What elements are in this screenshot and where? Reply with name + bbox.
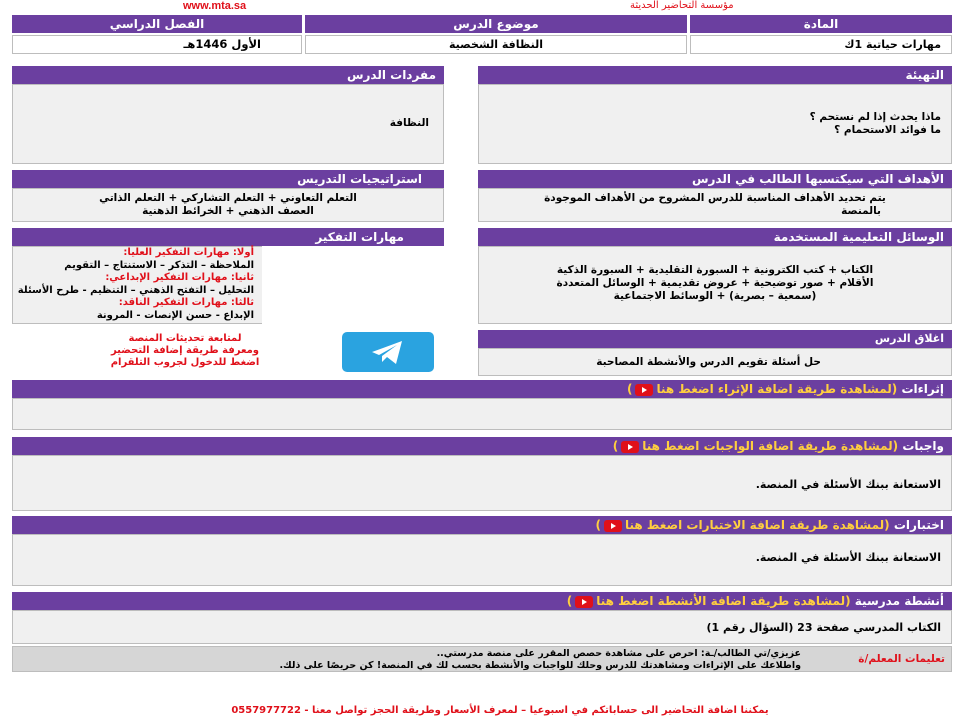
homework-section [12, 437, 952, 511]
closing-body [478, 348, 952, 376]
warmup-box [478, 66, 952, 164]
teacher-notes-line-2: واطلاعك على الإثراءات ومشاهدتك للدرس وحلك للواجبات والأنشطة بحسب لك في المنصة! كن حريصًا على ذلك. [279, 659, 801, 671]
tests-link[interactable]: (لمشاهدة طريقة اضافة الاختبارات اضغط هنا) [595, 518, 890, 532]
strategies-line-2: العصف الذهني + الخرائط الذهنية [142, 205, 314, 217]
footer-contact[interactable]: يمكننا اضافة التحاضير الى حساباتكم في اسبوعيا – لمعرف الأسعار وطريقة الحجز تواصل معنا - 0557977722 [231, 705, 769, 716]
vocab-body [12, 84, 444, 164]
youtube-icon[interactable] [604, 520, 622, 532]
vocab-title: مفردات الدرس [12, 66, 444, 84]
tests-title: اختبارات [893, 518, 944, 532]
homework-body [12, 455, 952, 511]
warmup-question-1: ماذا يحدث إذا لم نستحم ؟ [809, 111, 941, 123]
aids-box [478, 228, 952, 324]
teacher-notes-line-1: عزيزي/تي الطالب/ـة: احرص على مشاهدة حصص المقرر على منصة مدرستي.. [436, 648, 801, 659]
thinking-heading-1: أولا: مهارات التفكير العليا: [123, 247, 254, 258]
teacher-notes [12, 646, 952, 672]
objectives-line-1: يتم تحديد الأهداف المناسبة للدرس المشروح من الأهداف الموجودة [544, 192, 886, 204]
youtube-icon[interactable] [575, 596, 593, 608]
objectives-title: الأهداف التي سيكتسبها الطالب في الدرس [478, 170, 952, 188]
aids-line-2: الأقلام + صور توضيحية + عروض تقديمية + الوسائل المتعددة [556, 277, 874, 289]
strategies-line-1: التعلم التعاوني + التعلم التشاركي + التعلم الذاتي [99, 192, 357, 204]
closing-title: اغلاق الدرس [478, 330, 952, 348]
strategies-title: استراتيجيات التدريس [12, 170, 444, 188]
telegram-text[interactable] [60, 333, 310, 369]
thinking-text-1: الملاحظة – التذكر – الاستنتاج – التقويم [64, 259, 254, 271]
activities-body [12, 610, 952, 644]
closing-box [478, 330, 952, 376]
topic-value: النظافة الشخصية [305, 35, 687, 54]
telegram-line-1: لمتابعة تحديثات المنصة [128, 333, 242, 344]
activities-header [12, 592, 952, 610]
website-link[interactable]: www.mta.sa [183, 0, 247, 12]
thinking-heading-2: ثانيا: مهارات التفكير الإبداعي: [105, 272, 254, 283]
activities-title: أنشطة مدرسية [854, 594, 944, 608]
telegram-line-2: ومعرفة طريقة إضافة التحضير [110, 345, 260, 356]
activities-text: الكتاب المدرسي صفحة 23 (السؤال رقم 1) [706, 621, 941, 634]
aids-title: الوسائل التعليمية المستخدمة [478, 228, 952, 246]
telegram-line-3: اضغط للدخول لجروب التلقرام [110, 357, 260, 368]
homework-title: واجبات [902, 439, 944, 453]
term-label: الفصل الدراسي [12, 15, 302, 33]
vocab-item: النظافة [389, 117, 429, 129]
objectives-body [478, 188, 952, 222]
tests-text: الاستعانة ببنك الأسئلة في المنصة. [755, 551, 941, 564]
tests-body [12, 534, 952, 586]
teacher-notes-label: تعليمات المعلم/ة [858, 653, 945, 665]
thinking-text-2: التحليل – التفتح الذهني – التنظيم - طرح الأسئلة [17, 284, 254, 296]
tests-section [12, 516, 952, 586]
objectives-box [478, 170, 952, 222]
homework-header [12, 437, 952, 455]
enrichment-section [12, 380, 952, 432]
thinking-box [12, 228, 444, 324]
topic-label: موضوع الدرس [305, 15, 687, 33]
homework-link[interactable]: (لمشاهدة طريقة اضافة الواجبات اضغط هنا) [612, 439, 899, 453]
thinking-title: مهارات التفكير [12, 228, 444, 246]
warmup-question-2: ما فوائد الاستحمام ؟ [834, 124, 941, 136]
term-value: الأول 1446هـ [12, 35, 302, 54]
warmup-body [478, 84, 952, 164]
warmup-title: التهيئة [478, 66, 952, 84]
teacher-notes-text [21, 648, 801, 671]
homework-text: الاستعانة ببنك الأسئلة في المنصة. [755, 478, 941, 491]
telegram-icon[interactable] [342, 332, 434, 372]
telegram-promo[interactable] [60, 330, 440, 376]
info-table [12, 15, 952, 57]
youtube-icon[interactable] [621, 441, 639, 453]
activities-link[interactable]: (لمشاهدة طريقة اضافة الأنشطة اضغط هنا) [566, 594, 851, 608]
aids-line-3: (سمعية – بصرية) + الوسائط الاجتماعية [613, 290, 817, 302]
thinking-text-3: الإبداع - حسن الإنصات - المرونة [96, 309, 254, 321]
activities-section [12, 592, 952, 644]
vocab-box [12, 66, 444, 164]
thinking-heading-3: ثالثا: مهارات التفكير الناقد: [118, 297, 254, 308]
tests-header [12, 516, 952, 534]
strategies-box [12, 170, 444, 222]
org-name: مؤسسة التحاضير الحديثة [630, 0, 734, 11]
enrichment-header [12, 380, 952, 398]
subject-value: مهارات حياتية 1ك [690, 35, 952, 54]
closing-text: حل أسئلة تقويم الدرس والأنشطة المصاحبة [596, 356, 821, 368]
enrichment-body [12, 398, 952, 430]
thinking-content [12, 247, 262, 322]
strategies-body [12, 188, 444, 222]
aids-line-1: الكتاب + كتب الكترونية + السبورة التقليدية + السبورة الذكية [556, 264, 874, 276]
subject-label: المادة [690, 15, 952, 33]
youtube-icon[interactable] [635, 384, 653, 396]
enrichment-title: إثراءات [901, 382, 944, 396]
aids-body [478, 246, 952, 324]
objectives-line-2: بالمنصة [841, 205, 881, 217]
enrichment-link[interactable]: (لمشاهدة طريقة اضافة الإثراء اضغط هنا) [626, 382, 898, 396]
